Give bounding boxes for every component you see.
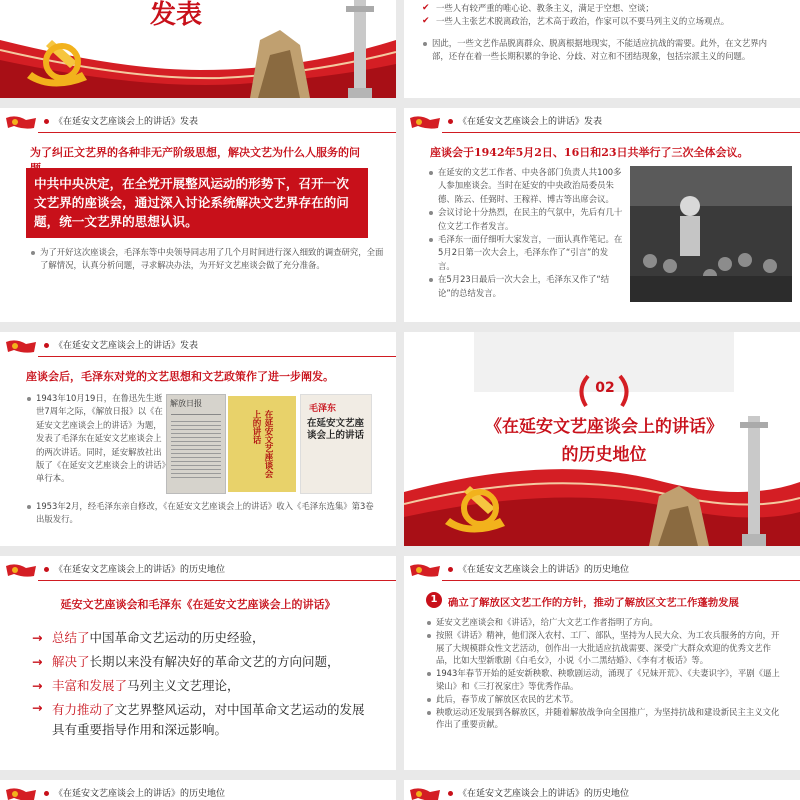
- significance-item: → 解决了长期以来没有解决好的革命文艺的方向问题，: [26, 650, 372, 674]
- header-title: 《在延安文艺座谈会上的讲话》的历史地位: [54, 565, 226, 575]
- lead-text: 座谈会于1942年5月2日、16日和23日共举行了三次全体会议。: [430, 146, 749, 159]
- book-title: 在延安文艺座谈会上的讲话: [307, 418, 365, 441]
- significance-item: → 有力推动了文艺界整风运动，对中国革命文艺运动的发展具有重要指导作用和深远影响。: [32, 700, 365, 737]
- slide-header: [404, 108, 800, 134]
- paragraph: 因此，一些文艺作品脱离群众、脱离根据地现实，不能适应抗战的需要。此外，在文艺界内部，还存在着一些长期积累的争论、分歧、对立和不团结现象，包括宗派主义的问题。: [422, 37, 782, 64]
- header-dot: [448, 791, 453, 796]
- slide-three-sessions: [404, 108, 800, 322]
- arrow-icon: →: [32, 678, 43, 693]
- check-icon: ✔: [422, 3, 430, 13]
- slide-historic-significance: [0, 556, 396, 770]
- party-flag-icon: [6, 114, 36, 130]
- section-number: 02: [595, 380, 615, 396]
- header-title: 《在延安文艺座谈会上的讲话》发表: [54, 117, 199, 127]
- lead-text: 座谈会后，毛泽东对党的文艺思想和文艺政策作了进一步阐发。: [26, 370, 334, 383]
- slide-publication-cover: [0, 0, 396, 98]
- header-rule: [442, 132, 800, 133]
- bullet-item: 按照《讲话》精神，他们深入农村、工厂、部队，坚持为人民大众、为工农兵服务的方向，开展了大规模群众性文艺活动，创作出一大批适应抗战需要、深受广大群众欢迎的优秀文艺作品，比如大型新歌剧《白毛女》，小说《小二黑结婚》、《李有才板话》等。: [426, 629, 784, 667]
- check-icon: ✔: [422, 16, 430, 27]
- arrow-icon: →: [32, 630, 43, 645]
- header-dot: [44, 119, 49, 124]
- party-emblem-icon: [22, 32, 102, 92]
- huabiao-column-icon: [340, 0, 380, 98]
- header-title: 《在延安文艺座谈会上的讲话》的历史地位: [54, 789, 226, 799]
- bullet-item: 毛泽东一面仔细听大家发言，一面认真作笔记。在5月2日第一次大会上，毛泽东作了“引言”的发言。: [428, 233, 624, 273]
- slide-header: [0, 332, 396, 358]
- header-title: 《在延安文艺座谈会上的讲话》发表: [458, 117, 603, 127]
- header-title: 《在延安文艺座谈会上的讲话》发表: [54, 341, 199, 351]
- bullet-item: 在延安的文艺工作者、中央各部门负责人共100多人参加座谈会。当时在延安的中央政治局委员朱德、陈云、任弼时、王稼祥、博古等出席会议。: [428, 166, 624, 206]
- section-title-line2: 的历史地位: [561, 445, 647, 465]
- header-dot: [44, 343, 49, 348]
- number-badge: 1: [426, 592, 442, 608]
- party-flag-icon: [6, 562, 36, 578]
- header-dot: [44, 567, 49, 572]
- header-dot: [448, 567, 453, 572]
- arrow-icon: →: [32, 654, 43, 669]
- check-item: ✔ 一些人有较严重的唯心论、教条主义，满足于空想、空谈；: [422, 2, 782, 15]
- slide-partial-bottom-right: [404, 780, 800, 800]
- book-author: 毛泽东: [309, 404, 337, 414]
- slide-liberated-areas: [404, 556, 800, 770]
- meeting-photo: [630, 166, 792, 302]
- party-flag-icon: [6, 338, 36, 354]
- header-title: 《在延安文艺座谈会上的讲话》的历史地位: [458, 789, 630, 799]
- statue-illustration: [644, 456, 734, 546]
- party-flag-icon: [410, 786, 440, 800]
- slide-header: [404, 556, 800, 582]
- significance-item: → 总结了中国革命文艺运动的历史经验，: [26, 626, 372, 650]
- newspaper-image: [166, 394, 226, 494]
- lead-text: 延安文艺座谈会和毛泽东《在延安文艺座谈会上的讲话》: [60, 598, 336, 611]
- huabiao-column-icon: [734, 416, 774, 546]
- header-rule: [38, 580, 396, 581]
- party-flag-icon: [410, 114, 440, 130]
- bullet-item: 1943年春节开始的延安新秧歌、秧歌剧运动，涌现了《兄妹开荒》、《夫妻识字》，平剧《逼上梁山》和《三打祝家庄》等优秀作品。: [426, 667, 784, 693]
- bullet-item: 1943年10月19日，在鲁迅先生逝世7周年之际，《解放日报》以《在延安文艺座谈会上的讲话》为题，发表了毛泽东在延安文艺座谈会上的两次讲话。同时，延安解放社出版了《在延安文艺座谈会上的讲话》单行本。: [26, 392, 168, 486]
- slide-header: [0, 108, 396, 134]
- header-rule: [442, 580, 800, 581]
- lead-text: 为了纠正文艺界的各种非无产阶级思想，解决文艺为什么人服务的问: [30, 146, 360, 159]
- decision-box: 中共中央决定，在全党开展整风运动的形势下，召开一次文艺界的座谈会，通过深入讨论系统解决文艺界存在的问题，统一文艺界的思想认识。: [26, 168, 368, 238]
- header-rule: [38, 132, 396, 133]
- slide-section-cover: [404, 332, 800, 546]
- slide-background-problems: [404, 0, 800, 98]
- bullet-item: 延安文艺座谈会和《讲话》，给广大文艺工作者指明了方向。: [426, 616, 784, 629]
- slide-publication-history: [0, 332, 396, 546]
- arrow-icon: →: [32, 700, 43, 715]
- header-dot: [448, 119, 453, 124]
- bullet-text: 为了开好这次座谈会，毛泽东等中央领导同志用了几个月时间进行深入细致的调查研究，全面了解情况，认真分析问题，寻求解决办法，为开好文艺座谈会做了充分准备。: [30, 246, 384, 273]
- header-title: 《在延安文艺座谈会上的讲话》的历史地位: [458, 565, 630, 575]
- bullet-item: 会议讨论十分热烈，在民主的气氛中，先后有几十位文艺工作者发言。: [428, 206, 624, 233]
- check-item: ✔ 一些人主张艺术脱离政治，艺术高于政治，作家可以不要马列主义的立场观点。: [422, 15, 782, 28]
- party-flag-icon: [6, 786, 36, 800]
- party-flag-icon: [410, 562, 440, 578]
- section-heading: 确立了解放区文艺工作的方针，推动了解放区文艺工作蓬勃发展: [448, 597, 739, 609]
- party-emblem-icon: [440, 478, 520, 538]
- bullet-item: 在5月23日最后一次大会上，毛泽东又作了“结论”的总结发言。: [428, 273, 624, 300]
- bullet-item: 1953年2月，经毛泽东亲自修改，《在延安文艺座谈会上的讲话》收入《毛泽东选集》第3卷出版发行。: [26, 500, 382, 527]
- bullet-item: 此后，春节成了解放区农民的艺术节。: [426, 693, 784, 706]
- significance-item: → 丰富和发展了马列主义文艺理论，: [26, 674, 372, 698]
- header-rule: [38, 356, 396, 357]
- bullet-item: 秧歌运动还发展到各解放区，并随着解放战争向全国推广，为坚持抗战和建设新民主主义文化作出了重要贡献。: [426, 706, 784, 732]
- slide-partial-bottom-left: [0, 780, 396, 800]
- slide-header: [0, 780, 396, 800]
- book-cover-yellow: [228, 396, 296, 492]
- slide-meeting-decision: [0, 108, 396, 322]
- book-title: 在延安文艺座谈会上的讲话: [251, 410, 273, 478]
- statue-illustration: [240, 0, 340, 98]
- section-title-line1: 《在延安文艺座谈会上的讲话》: [485, 417, 723, 437]
- slide-header: [0, 556, 396, 582]
- book-cover-white: [300, 394, 372, 494]
- header-dot: [44, 791, 49, 796]
- slide-title: 发表: [150, 0, 203, 30]
- newspaper-masthead: 解放日报: [170, 399, 202, 408]
- slide-header: [404, 780, 800, 800]
